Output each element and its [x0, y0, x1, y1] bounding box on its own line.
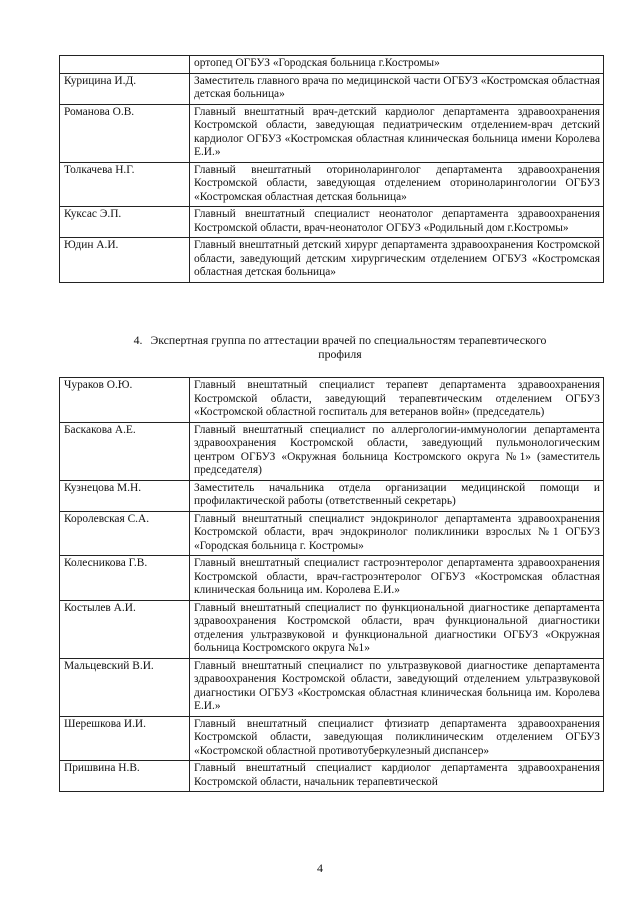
table-row [60, 162, 604, 207]
member-name: Кузнецова М.Н. [60, 480, 190, 511]
member-position: Главный внештатный специалист неонатолог департамента здравоохранения Костромской области, врач-неонатолог ОГБУЗ «Родильный дом г.Костромы» [190, 207, 604, 238]
section-number: 4. [133, 333, 143, 347]
member-name: Куксас Э.П. [60, 207, 190, 238]
member-position: Главный внештатный специалист терапевт департамента здравоохранения Костромской области, заведующий терапевтическим отделением ОГБУЗ «Костромской областной госпиталь для ветеранов войн» (председатель) [190, 378, 604, 423]
member-name: Костылев А.И. [60, 600, 190, 658]
table-row [60, 600, 604, 658]
member-name: Баскакова А.Е. [60, 422, 190, 480]
member-position: Главный внештатный врач-детский кардиолог департамента здравоохранения Костромской области, заведующая педиатрическим отделением-врач детский кардиолог ОГБУЗ «Костромская областная клиническая больница имени Королева Е.И.» [190, 104, 604, 162]
member-position: Главный внештатный специалист по функциональной диагностике департамента здравоохранения Костромской области, врач функциональной диагностики отделения ультразвуковой и функциональной диагностики ОГБУЗ «Окружная больница Костромского округа №1» [190, 600, 604, 658]
page-number: 4 [317, 861, 323, 875]
member-name: Романова О.В. [60, 104, 190, 162]
member-name: Юдин А.И. [60, 238, 190, 283]
table-row [60, 761, 604, 792]
table-row [60, 511, 604, 556]
table-row [60, 104, 604, 162]
member-position: ортопед ОГБУЗ «Городская больница г.Костромы» [190, 56, 604, 74]
members-table-top [59, 55, 604, 283]
table-row [60, 556, 604, 601]
table-row [60, 422, 604, 480]
member-position: Главный внештатный специалист эндокринолог департамента здравоохранения Костромской области, врач эндокринолог поликлиники взрослых №1 ОГБУЗ «Городская больница г. Костромы» [190, 511, 604, 556]
section-title: Экспертная группа по аттестации врачей по специальностям терапевтического профиля [150, 333, 547, 361]
member-name: Чураков О.Ю. [60, 378, 190, 423]
table-row [60, 73, 604, 104]
member-position: Главный внештатный специалист фтизиатр департамента здравоохранения Костромской области, заведующая поликлиническим отделением ОГБУЗ «Костромской областной противотуберкулезный диспансер» [190, 716, 604, 761]
member-name: Шерешкова И.И. [60, 716, 190, 761]
section-heading [120, 333, 560, 361]
member-position: Главный внештатный специалист по аллергологии-иммунологии департамента здравоохранения Костромской области, заведующий пульмонологическим центром ОГБУЗ «Окружная больница Костромского округа №1» (заместитель председателя) [190, 422, 604, 480]
members-table-bottom [59, 377, 604, 792]
member-position: Заместитель главного врача по медицинской части ОГБУЗ «Костромская областная детская больница» [190, 73, 604, 104]
member-position: Главный внештатный детский хирург департамента здравоохранения Костромской области, заведующий детским хирургическим отделением ОГБУЗ «Костромская областная детская больница» [190, 238, 604, 283]
member-name: Мальцевский В.И. [60, 658, 190, 716]
table-row [60, 56, 604, 74]
member-name: Колесникова Г.В. [60, 556, 190, 601]
table-row [60, 480, 604, 511]
member-position: Заместитель начальника отдела организации медицинской помощи и профилактической работы (ответственный секретарь) [190, 480, 604, 511]
member-name: Курицина И.Д. [60, 73, 190, 104]
table-row [60, 716, 604, 761]
table-row [60, 207, 604, 238]
member-name: Королевская С.А. [60, 511, 190, 556]
member-name [60, 56, 190, 74]
member-position: Главный внештатный оториноларинголог департамента здравоохранения Костромской области, заведующая отделением оториноларингологии ОГБУЗ «Костромская областная детская больница» [190, 162, 604, 207]
table-row [60, 658, 604, 716]
member-position: Главный внештатный специалист кардиолог департамента здравоохранения Костромской области, начальник терапевтической [190, 761, 604, 792]
member-name: Пришвина Н.В. [60, 761, 190, 792]
member-position: Главный внештатный специалист гастроэнтеролог департамента здравоохранения Костромской области, врач-гастроэнтеролог ОГБУЗ «Костромская областная клиническая больница им. Королева Е.И.» [190, 556, 604, 601]
member-position: Главный внештатный специалист по ультразвуковой диагностике департамента здравоохранения Костромской области, заведующий отделением ультразвуковой диагностики ОГБУЗ «Костромская областная клиническая больница им. Королева Е.И.» [190, 658, 604, 716]
table-row [60, 238, 604, 283]
member-name: Толкачева Н.Г. [60, 162, 190, 207]
table-row [60, 378, 604, 423]
